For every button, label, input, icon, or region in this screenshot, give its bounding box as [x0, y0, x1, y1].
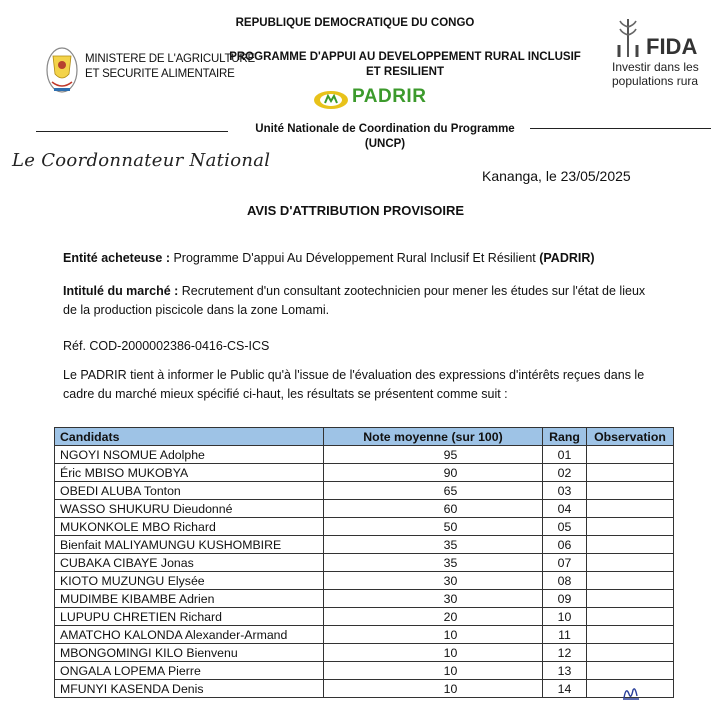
- candidate-rank: 05: [543, 518, 587, 536]
- table-row: [55, 518, 674, 536]
- candidate-score: 30: [324, 572, 543, 590]
- candidate-score: 35: [324, 536, 543, 554]
- candidate-observation: [587, 644, 674, 662]
- unit-line-2: (UNCP): [364, 138, 406, 150]
- candidate-name: LUPUPU CHRETIEN Richard: [55, 608, 324, 626]
- reference: Réf. COD-2000002386-0416-CS-ICS: [63, 339, 270, 353]
- candidate-score: 10: [324, 644, 543, 662]
- place-date: Kananga, le 23/05/2025: [482, 168, 631, 184]
- table-row: [55, 644, 674, 662]
- intro-paragraph: Le PADRIR tient à informer le Public qu'à l'issue de l'évaluation des expressions d'intérêts reçues dans le cadre du marché mieux spécifié ci-haut, les résultats se présentent comme suit :: [63, 368, 645, 401]
- table-row: [55, 662, 674, 680]
- coat-of-arms-icon: [44, 38, 80, 102]
- candidate-rank: 12: [543, 644, 587, 662]
- table-row: [55, 464, 674, 482]
- ministry-line-2: ET SECURITE ALIMENTAIRE: [85, 68, 235, 80]
- header-divider-left: [36, 131, 228, 132]
- candidate-rank: 07: [543, 554, 587, 572]
- table-row: [55, 446, 674, 464]
- candidate-name: ONGALA LOPEMA Pierre: [55, 662, 324, 680]
- candidate-name: Éric MBISO MUKOBYA: [55, 464, 324, 482]
- candidate-name: CUBAKA CIBAYE Jonas: [55, 554, 324, 572]
- candidate-rank: 08: [543, 572, 587, 590]
- candidate-rank: 10: [543, 608, 587, 626]
- ifad-name: FIDA: [646, 34, 698, 59]
- entity-acronym: (PADRIR): [539, 251, 595, 265]
- candidate-score: 10: [324, 662, 543, 680]
- republic-heading: REPUBLIQUE DEMOCRATIQUE DU CONGO: [235, 17, 475, 29]
- market-label: Intitulé du marché :: [63, 284, 179, 298]
- unit-heading: [235, 122, 535, 152]
- ministry-line-1: MINISTERE DE L'AGRICULTURE: [85, 53, 255, 65]
- candidate-name: AMATCHO KALONDA Alexander-Armand: [55, 626, 324, 644]
- candidate-name: NGOYI NSOMUE Adolphe: [55, 446, 324, 464]
- candidate-score: 20: [324, 608, 543, 626]
- candidate-name: OBEDI ALUBA Tonton: [55, 482, 324, 500]
- results-table: [54, 427, 674, 698]
- candidate-name: MBONGOMINGI KILO Bienvenu: [55, 644, 324, 662]
- table-row: [55, 626, 674, 644]
- candidate-name: KIOTO MUZUNGU Elysée: [55, 572, 324, 590]
- candidate-score: 10: [324, 680, 543, 698]
- candidate-observation: [587, 536, 674, 554]
- candidate-name: Bienfait MALIYAMUNGU KUSHOMBIRE: [55, 536, 324, 554]
- initials-mark-icon: [620, 684, 642, 702]
- table-row: [55, 608, 674, 626]
- candidate-rank: 01: [543, 446, 587, 464]
- table-row: [55, 680, 674, 698]
- candidate-score: 50: [324, 518, 543, 536]
- candidate-observation: [587, 572, 674, 590]
- candidate-rank: 13: [543, 662, 587, 680]
- candidate-score: 60: [324, 500, 543, 518]
- candidate-observation: [587, 608, 674, 626]
- candidate-score: 65: [324, 482, 543, 500]
- header-divider-right: [530, 128, 711, 129]
- candidate-observation: [587, 518, 674, 536]
- table-row: [55, 482, 674, 500]
- candidate-observation: [587, 626, 674, 644]
- notice-title: AVIS D'ATTRIBUTION PROVISOIRE: [246, 203, 465, 218]
- ifad-wheat-icon: [613, 15, 643, 61]
- candidate-rank: 06: [543, 536, 587, 554]
- candidate-rank: 03: [543, 482, 587, 500]
- candidate-score: 35: [324, 554, 543, 572]
- candidate-rank: 04: [543, 500, 587, 518]
- candidate-observation: [587, 464, 674, 482]
- candidate-observation: [587, 662, 674, 680]
- programme-heading: [225, 50, 585, 80]
- header-candidates: Candidats: [55, 428, 324, 446]
- programme-line-1: PROGRAMME D'APPUI AU DEVELOPPEMENT RURAL INCLUSIF: [229, 51, 581, 63]
- header-score: Note moyenne (sur 100): [324, 428, 543, 446]
- table-row: [55, 572, 674, 590]
- table-header-row: [55, 428, 674, 446]
- candidate-name: MUDIMBE KIBAMBE Adrien: [55, 590, 324, 608]
- entity-paragraph: [63, 249, 653, 268]
- header-rank: Rang: [543, 428, 587, 446]
- candidate-observation: [587, 554, 674, 572]
- candidate-observation: [587, 590, 674, 608]
- unit-line-1: Unité Nationale de Coordination du Programme: [255, 123, 515, 135]
- candidate-name: WASSO SHUKURU Dieudonné: [55, 500, 324, 518]
- candidate-rank: 14: [543, 680, 587, 698]
- candidate-score: 10: [324, 626, 543, 644]
- entity-label: Entité acheteuse :: [63, 251, 170, 265]
- market-value: Recrutement d'un consultant zootechnicien pour mener les études sur l'état de lieux de la production piscicole dans la zone Lomami.: [63, 284, 646, 317]
- ifad-tagline-line-2: populations rura: [612, 74, 699, 88]
- candidate-score: 95: [324, 446, 543, 464]
- entity-value: Programme D'appui Au Développement Rural Inclusif Et Résilient: [169, 251, 540, 265]
- candidate-rank: 02: [543, 464, 587, 482]
- candidate-score: 30: [324, 590, 543, 608]
- padrir-logo-text: PADRIR: [352, 86, 427, 107]
- candidate-rank: 09: [543, 590, 587, 608]
- table-row: [55, 536, 674, 554]
- candidate-observation: [587, 500, 674, 518]
- market-paragraph: [63, 282, 653, 320]
- padrir-logo: [312, 86, 482, 112]
- ifad-tagline: [612, 60, 699, 88]
- header-observation: Observation: [587, 428, 674, 446]
- table-row: [55, 590, 674, 608]
- candidate-observation: [587, 482, 674, 500]
- table-row: [55, 554, 674, 572]
- candidate-observation: [587, 446, 674, 464]
- table-row: [55, 500, 674, 518]
- candidate-score: 90: [324, 464, 543, 482]
- coordinator-signature-line: Le Coordonnateur National: [12, 150, 271, 171]
- ifad-tagline-line-1: Investir dans les: [612, 60, 699, 74]
- candidate-rank: 11: [543, 626, 587, 644]
- candidate-name: MUKONKOLE MBO Richard: [55, 518, 324, 536]
- programme-line-2: ET RESILIENT: [366, 66, 444, 78]
- padrir-logo-icon: [312, 87, 350, 111]
- candidate-name: MFUNYI KASENDA Denis: [55, 680, 324, 698]
